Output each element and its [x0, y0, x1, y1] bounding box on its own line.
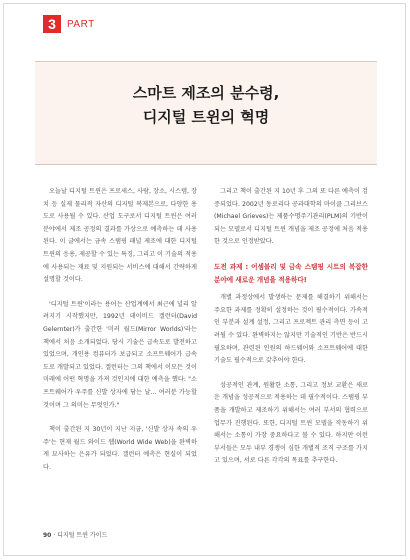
- body-paragraph: 오늘날 디지털 트윈은 프로세스, 사람, 장소, 시스템, 장치 등 실제 물리적 자산의 디지털 복제본으로, 다양한 용도로 사용될 수 있다. 산업 도구로서 디지털 트윈은 여러 분야에서 제조 공정의 결과를 가상으로 예측하는 데 사용된다. 이 글에서는 금속 스탬핑 패널 제조에 대한 디지털 트윈의 응용, 제공할 수 있는 특징, 그리고 이 기술의 적용에 사용되는 재료 및 지원되는 서비스에 대해서 간략하게 설명할 것이다.: [43, 188, 197, 284]
- body-paragraph: 성공적인 관계, 원활한 소통, 그리고 정보 교환은 새로운 개념을 성공적으로 적용하는 데 필수적이다. 스탬핑 부품을 개발하고 제조하기 위해서는 여러 부서의 협력으로 업무가 진행된다. 또한, 디지털 트윈 모델을 작동하기 위해서는 소통이 가장 중요하다고 볼 수 있다. 하지만 이런 부서들은 모두 내부 경쟁이 심한 개별적 조직 구조를 가지고 있으며, 서로 다른 각각의 목표를 추구한다.: [214, 381, 368, 465]
- chapter-title-line-2: 디지털 트윈의 혁명: [142, 108, 270, 126]
- page-footer: [43, 530, 107, 539]
- chapter-title-line-1: 스마트 제조의 분수령,: [132, 84, 280, 102]
- left-column: [43, 186, 197, 486]
- book-title: 디지털 트윈 가이드: [57, 532, 108, 539]
- title-band-bottom-rule: [35, 164, 377, 165]
- body-paragraph: '디지털 트윈'이라는 용어는 산업계에서 최근에 널리 알려지기 시작했지만, 1992년 데이비드 겔런터(David Gelernter)가 출간한 '미러 월드(Mirror Worlds)'라는 책에서 처음 소개되었다. 당시 기술은 급속도로 발전하고 있었으며, 개인용 컴퓨터가 보급되고 소프트웨어가 급속도로 개발되고 있었다. 겔런터는 그의 책에서 이모든 것이 미래에 어떤 혁명을 가져 것인지에 대한 예측을 했다: "소프트웨어가 우주를 신발 상자에 담는 날... 여러분 가능할 것이며 그 의미는 무엇인가.": [43, 300, 197, 409]
- section-heading: 도전 과제 : 어셈블리 및 금속 스탬핑 시트의 복잡한 분야에 새로운 개념을 적용하다!: [214, 262, 368, 284]
- part-label: PART: [67, 19, 95, 30]
- page-number: 90: [43, 532, 52, 539]
- body-paragraph: 개별 과정상에서 발생하는 문제를 해결하기 위해서는 주요한 과제를 정확히 설정하는 것이 필수적이다. 가속적인 부분과 설계 설정, 그리고 프로젝트 관리 측면 등이 고려될 수 있다. 완벽하지는 않지만 기술적인 기반은 반드시 필요하며, 관련된 인원의 하드웨어와 소프트웨어에 대한 기술도 필수적으로 갖추어야 한다.: [214, 294, 368, 365]
- body-paragraph: 책이 출간된 지 30년이 지난 지금, '신발 상자 속의 우주'는 현재 월드 와이드 웹(World Wide Web)을 완벽하게 묘사하는 은유가 되었다. 겔런터 예측은 현실이 되었다.: [43, 426, 197, 471]
- title-band-top-rule: [35, 61, 377, 62]
- part-number-badge: 3: [43, 15, 61, 33]
- chapter-title-band: [35, 61, 377, 165]
- right-column: [214, 186, 368, 480]
- chapter-title: [35, 81, 377, 129]
- footer-separator: ·: [53, 532, 56, 539]
- body-paragraph: 그리고 책이 출간된 지 10년 후 그의 또 다른 예측이 검증되었다. 2002년 동로리다 공과대학의 마이클 그리브스(Michael Grieves)는 제품수명주기관리(PLM)의 기반이 되는 모델로서 디지털 트윈 개념을 제조 공정에 처음 적용한 것으로 인정받았다.: [214, 188, 368, 246]
